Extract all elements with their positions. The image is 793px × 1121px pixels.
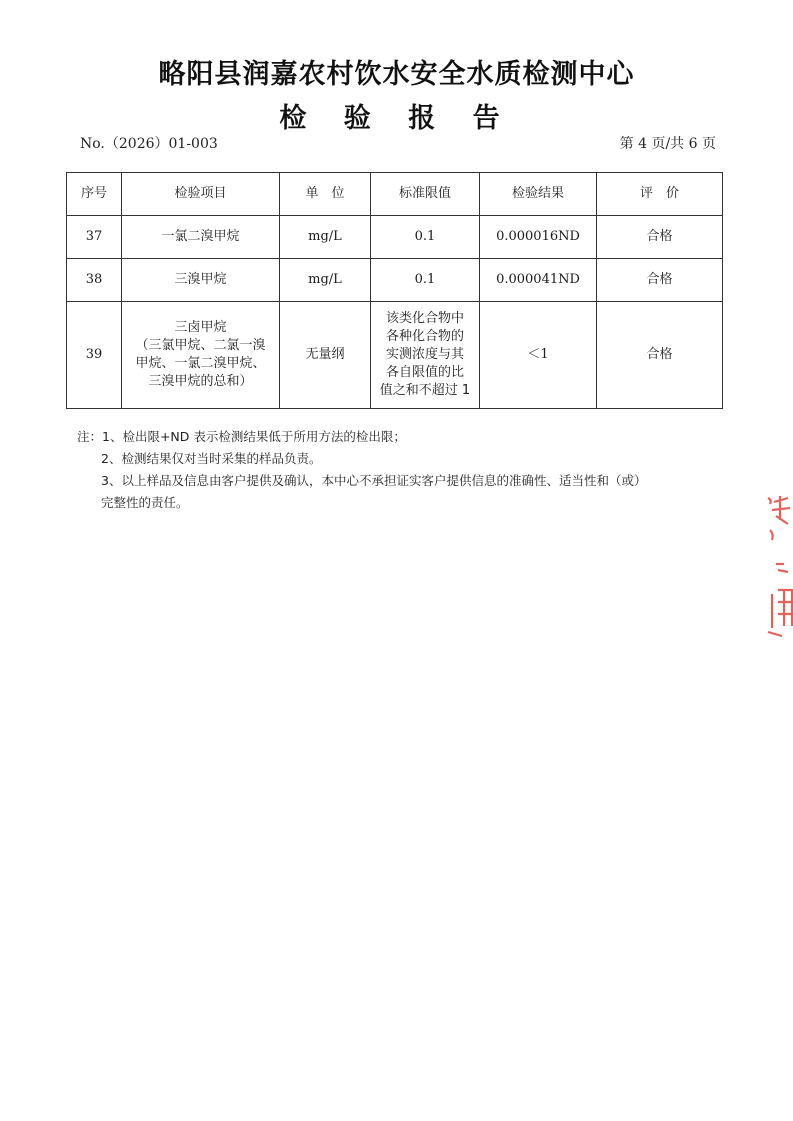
cell-no: 38 bbox=[67, 259, 122, 302]
cell-item: 一氯二溴甲烷 bbox=[122, 216, 280, 259]
table-row bbox=[67, 216, 723, 259]
cell-eval: 合格 bbox=[597, 302, 723, 409]
cell-limit: 0.1 bbox=[371, 259, 480, 302]
cell-result: ＜1 bbox=[480, 302, 597, 409]
cell-result: 0.000016ND bbox=[480, 216, 597, 259]
cell-limit: 0.1 bbox=[371, 216, 480, 259]
cell-item: 三溴甲烷 bbox=[122, 259, 280, 302]
header-item: 检验项目 bbox=[122, 173, 280, 216]
cell-item: 三卤甲烷 （三氯甲烷、二氯一溴 甲烷、一氯二溴甲烷、 三溴甲烷的总和） bbox=[122, 302, 280, 409]
cell-result: 0.000041ND bbox=[480, 259, 597, 302]
report-title: 检 验 报 告 bbox=[279, 103, 514, 134]
cell-no: 37 bbox=[67, 216, 122, 259]
org-title: 略阳县润嘉农村饮水安全水质检测中心 bbox=[158, 59, 635, 90]
cell-unit: mg/L bbox=[280, 216, 371, 259]
results-table bbox=[66, 172, 723, 409]
cell-limit: 该类化合物中 各种化合物的 实测浓度与其 各自限值的比 值之和不超过 1 bbox=[371, 302, 480, 409]
header-limit: 标准限值 bbox=[371, 173, 480, 216]
seal-stamp-fragment-icon bbox=[758, 490, 793, 640]
table-header-row bbox=[67, 173, 723, 216]
table-row bbox=[67, 259, 723, 302]
note-line: 2、检测结果仅对当时采集的样品负责。 bbox=[101, 451, 322, 466]
notes-section bbox=[77, 426, 727, 514]
header-result: 检验结果 bbox=[480, 173, 597, 216]
report-number: No.（2026）01-003 bbox=[80, 136, 218, 152]
table-row bbox=[67, 302, 723, 409]
note-line: 注：1、检出限+ND 表示检测结果低于所用方法的检出限； bbox=[77, 429, 406, 444]
header-unit: 单 位 bbox=[280, 173, 371, 216]
cell-eval: 合格 bbox=[597, 216, 723, 259]
cell-no: 39 bbox=[67, 302, 122, 409]
page-indicator: 第 4 页/共 6 页 bbox=[619, 136, 716, 152]
cell-unit: 无量纲 bbox=[280, 302, 371, 409]
header-eval: 评 价 bbox=[597, 173, 723, 216]
note-line: 3、以上样品及信息由客户提供及确认，本中心不承担证实客户提供信息的准确性、适当性和（或） bbox=[101, 473, 647, 488]
cell-eval: 合格 bbox=[597, 259, 723, 302]
cell-unit: mg/L bbox=[280, 259, 371, 302]
note-line: 完整性的责任。 bbox=[101, 495, 189, 510]
header-no: 序号 bbox=[67, 173, 122, 216]
